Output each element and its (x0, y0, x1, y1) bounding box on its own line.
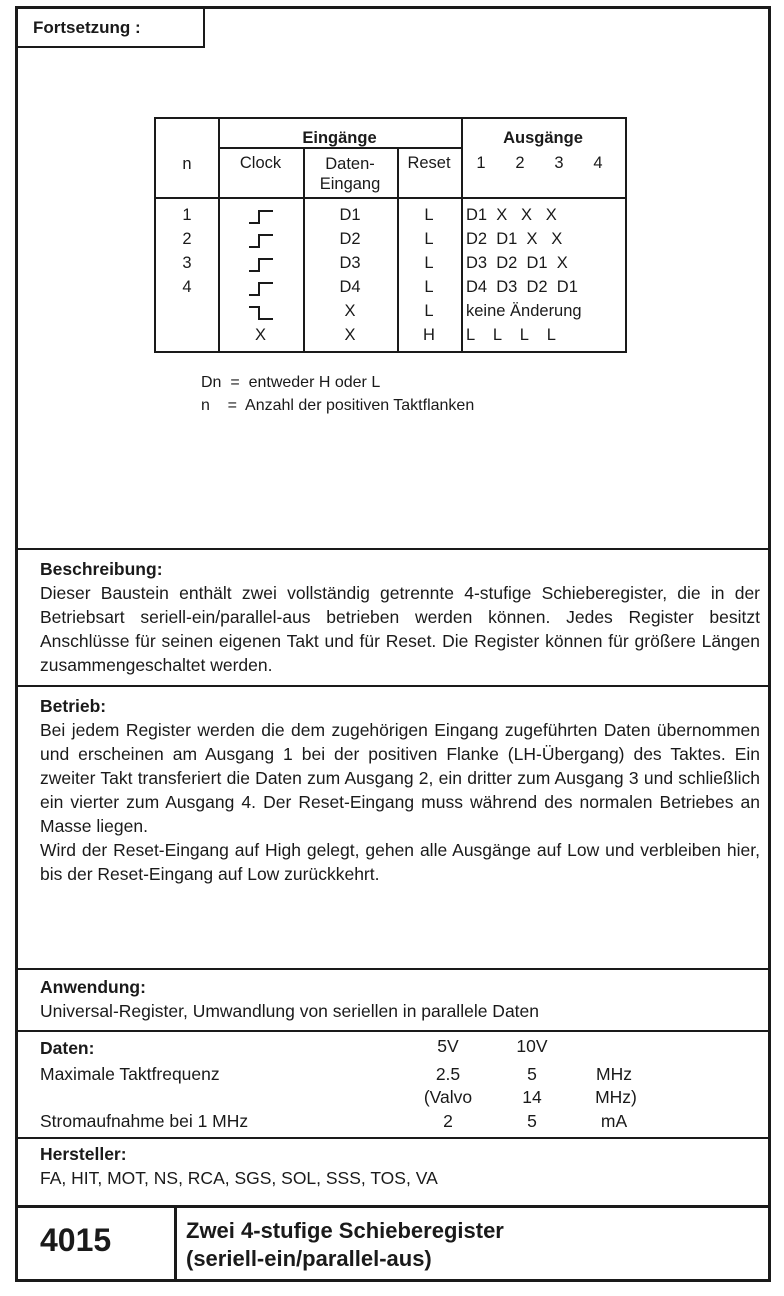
header-daten: Daten- Eingang (319, 155, 381, 193)
row-6-data: X (344, 326, 356, 344)
heading-betrieb: Betrieb: (40, 696, 107, 716)
row-5-outputs: keine Änderung (466, 302, 582, 320)
daten-r3-unit: mA (600, 1111, 628, 1131)
daten-r3-label: Stromaufnahme bei 1 MHz (40, 1111, 249, 1131)
row-6-reset: H (423, 326, 435, 344)
row-6-clock: X (254, 326, 266, 344)
row-1-n: 1 (182, 206, 192, 224)
legend-line-1: Dn = entweder H oder L (201, 374, 381, 391)
daten-r1-10v: 5 (527, 1064, 537, 1084)
row-5-reset: L (424, 302, 434, 320)
text-hersteller: FA, HIT, MOT, NS, RCA, SGS, SOL, SSS, TOS, VA (40, 1168, 438, 1188)
daten-r1-unit: MHz (596, 1064, 632, 1084)
row-3-reset: L (424, 254, 434, 272)
row-6-outputs: L L L L (466, 326, 556, 344)
text-beschreibung: Dieser Baustein enthält zwei vollständig getrennte 4-stufige Schieberegister, die in der Betriebsart seriell-ein/parallel-aus betrieben werden können. Jedes Register besitzt Anschlüsse für seinen eigenen Takt und für Reset. Die Register können für größere Längen zusammengeschaltet werden. (40, 583, 760, 675)
clock-rising-edge-icon (247, 208, 275, 226)
daten-r2-unit: MHz) (595, 1087, 637, 1107)
row-1-outputs: D1 X X X (466, 206, 557, 224)
row-3-data: D3 (339, 254, 361, 272)
part-number: 4015 (40, 1222, 112, 1258)
daten-head-10v: 10V (516, 1036, 548, 1056)
row-3-outputs: D3 D2 D1 X (466, 254, 568, 272)
legend-line-2: n = Anzahl der positiven Taktflanken (201, 397, 475, 414)
header-out-2: 2 (515, 154, 525, 172)
row-1-data: D1 (339, 206, 361, 224)
row-4-outputs: D4 D3 D2 D1 (466, 278, 578, 296)
row-3-n: 3 (182, 254, 192, 272)
section-anwendung (40, 975, 760, 1023)
daten-r2-5v: (Valvo (423, 1087, 473, 1107)
daten-r1-5v: 2.5 (435, 1064, 461, 1084)
daten-r2-10v: 14 (522, 1087, 542, 1107)
row-4-reset: L (424, 278, 434, 296)
text-betrieb-2: Wird der Reset-Eingang auf High gelegt, gehen alle Ausgänge auf Low und verbleiben hier, bis der Reset-Eingang auf Low zurückkehrt. (40, 840, 760, 884)
daten-r3-5v: 2 (443, 1111, 453, 1131)
row-4-data: D4 (339, 278, 361, 296)
clock-rising-edge-icon (247, 232, 275, 250)
text-anwendung: Universal-Register, Umwandlung von seriellen in parallele Daten (40, 1001, 539, 1021)
section-betrieb (40, 694, 760, 886)
clock-rising-edge-icon (247, 280, 275, 298)
daten-head-5v: 5V (437, 1036, 459, 1056)
header-reset: Reset (407, 154, 451, 172)
clock-rising-edge-icon (247, 256, 275, 274)
row-2-outputs: D2 D1 X X (466, 230, 563, 248)
text-betrieb-1: Bei jedem Register werden die dem zugehörigen Eingang zugeführten Daten übernommen und erscheinen am Ausgang 1 bei der positiven Flanke (LH-Übergang) des Taktes. Ein zweiter Takt transferiert die Daten zum Ausgang 2, ein dritter zum Ausgang 3 und schließlich ein vierter zum Ausgang 4. Der Reset-Eingang muss während des normalen Betriebes an Masse liegen. (40, 720, 760, 836)
continuation-tab: Fortsetzung : (15, 6, 205, 48)
row-2-reset: L (424, 230, 434, 248)
header-out-4: 4 (593, 154, 603, 172)
heading-daten: Daten: (40, 1038, 95, 1058)
header-out-1: 1 (476, 154, 486, 172)
header-out-3: 3 (554, 154, 564, 172)
header-n: n (182, 155, 192, 173)
truth-table (154, 117, 627, 353)
clock-falling-edge-icon (247, 304, 275, 322)
daten-r1-label: Maximale Taktfrequenz (40, 1064, 220, 1084)
header-ausgaenge: Ausgänge (503, 129, 583, 147)
section-beschreibung (40, 557, 760, 677)
row-2-data: D2 (339, 230, 361, 248)
row-2-n: 2 (182, 230, 192, 248)
heading-anwendung: Anwendung: (40, 977, 146, 997)
row-4-n: 4 (182, 278, 192, 296)
row-1-reset: L (424, 206, 434, 224)
daten-r3-10v: 5 (527, 1111, 537, 1131)
header-eingaenge: Eingänge (302, 129, 377, 147)
heading-beschreibung: Beschreibung: (40, 559, 163, 579)
part-title: Zwei 4-stufige Schieberegister (seriell-ein/parallel-aus) (186, 1218, 504, 1271)
heading-hersteller: Hersteller: (40, 1144, 127, 1164)
footer-divider (174, 1206, 177, 1282)
header-clock: Clock (239, 154, 282, 172)
row-5-data: X (344, 302, 356, 320)
section-hersteller (40, 1142, 760, 1190)
